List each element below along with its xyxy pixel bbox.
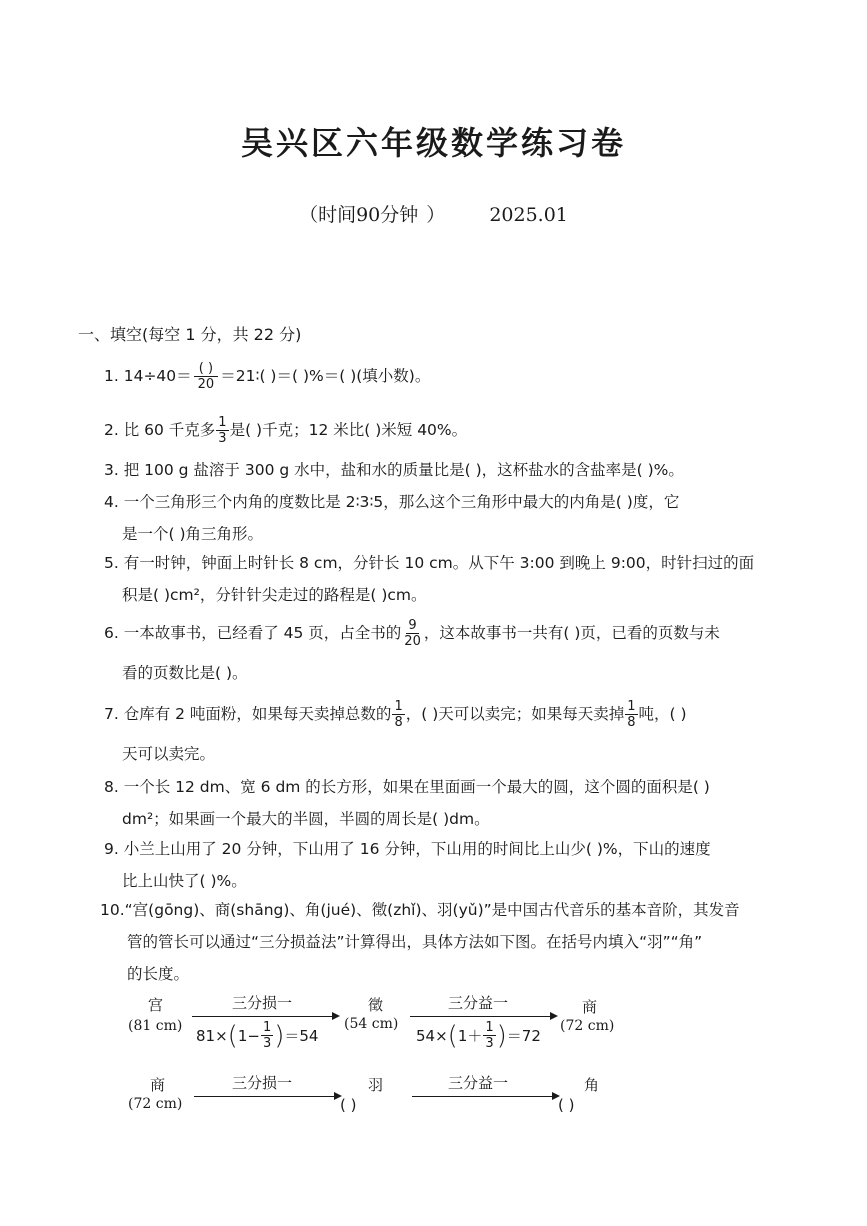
question-2: 2. 比 60 千克多 $\frac{1}{3}$ 是( )千克；12 米比( )米短 40%。: [104, 415, 468, 446]
label-sun-yi-2: 三分损一: [232, 1074, 293, 1092]
note-shang: 商: [582, 998, 598, 1016]
fraction: $\frac{9}{20}$: [404, 618, 421, 649]
note-gong: 宫: [148, 996, 164, 1014]
question-8: 8. 一个长 12 dm、宽 6 dm 的长方形，如果在里面画一个最大的圆，这个圆的面积是( ) dm²；如果画一个最大的半圆，半圆的周长是( )dm。: [104, 778, 710, 828]
exam-info: [0, 200, 867, 227]
calc-2: 54× ( 1＋ $\frac{1}{3}$ ) ＝72: [416, 1020, 541, 1051]
blank-yu: ( ): [340, 1096, 357, 1114]
note-yu: 羽: [368, 1076, 384, 1094]
time-limit: （时间90分钟 ）: [299, 204, 446, 226]
calc-1: 81× ( 1− $\frac{1}{3}$ ) ＝54: [196, 1020, 319, 1051]
fraction: $\frac{1}{8}$: [627, 699, 636, 730]
fraction: $\frac{( )}{20}$: [193, 361, 220, 392]
label-yi: 三分益一: [448, 994, 509, 1012]
section-heading: 一、填空(每空 1 分，共 22 分): [78, 325, 302, 344]
question-4: 4. 一个三角形三个内角的度数比是 2∶3∶5，那么这个三角形中最大的内角是( )度，它 是一个( )角三角形。: [104, 493, 680, 543]
length-gong: (81 cm): [128, 1018, 183, 1034]
blank-jue: ( ): [558, 1096, 575, 1114]
label-yi-2: 三分益一: [448, 1074, 509, 1092]
label-sun-yi: 三分损一: [232, 994, 293, 1012]
question-1: 1. 14÷40＝ $\frac{( )}{20}$ ＝21∶( )＝( )%＝( )(填小数)。: [104, 361, 431, 392]
question-10: 10.“宫(gōng)、商(shāng)、角(jué)、徵(zhǐ)、羽(yǔ)”是中国古代音乐的基本音阶，其发音 管的管长可以通过“三分损益法”计算得出，具体方法如下图。在括号内填入“羽”“角” 的长度。: [100, 901, 740, 983]
question-6: 6. 一本故事书，已经看了 45 页，占全书的 $\frac{9}{20}$ ，这本故事书一共有( )页，已看的页数与未 看的页数比是( )。: [104, 618, 720, 682]
arrow-right-icon: [412, 1096, 558, 1097]
exam-date: 2025.01: [489, 204, 568, 226]
page-title: 吴兴区六年级数学练习卷: [240, 124, 626, 162]
arrow-right-icon: [194, 1096, 340, 1097]
arrow-right-icon: [410, 1016, 556, 1017]
note-jue: 角: [584, 1076, 600, 1094]
question-9: 9. 小兰上山用了 20 分钟，下山用了 16 分钟，下山用的时间比上山少( )%，下山的速度 比上山快了( )%。: [104, 840, 711, 890]
length-shang: (72 cm): [560, 1018, 615, 1034]
note-zhi: 徵: [368, 996, 384, 1014]
question-5: 5. 有一时钟，钟面上时针长 8 cm，分针长 10 cm。从下午 3:00 到晚上 9:00，时针扫过的面 积是( )cm²，分针针尖走过的路程是( )cm。: [104, 554, 755, 604]
arrow-right-icon: [192, 1016, 338, 1017]
length-shang-2: (72 cm): [128, 1096, 183, 1112]
fraction: $\frac{1}{3}$: [218, 415, 227, 446]
question-3: 3. 把 100 g 盐溶于 300 g 水中，盐和水的质量比是( )，这杯盐水的含盐率是( )%。: [104, 461, 684, 479]
length-zhi: (54 cm): [344, 1016, 399, 1032]
note-shang-2: 商: [150, 1076, 166, 1094]
question-7: 7. 仓库有 2 吨面粉，如果每天卖掉总数的 $\frac{1}{8}$ ，( )天可以卖完；如果每天卖掉 $\frac{1}{8}$ 吨，( ) 天可以卖完。: [104, 699, 687, 763]
fraction: $\frac{1}{8}$: [394, 699, 403, 730]
